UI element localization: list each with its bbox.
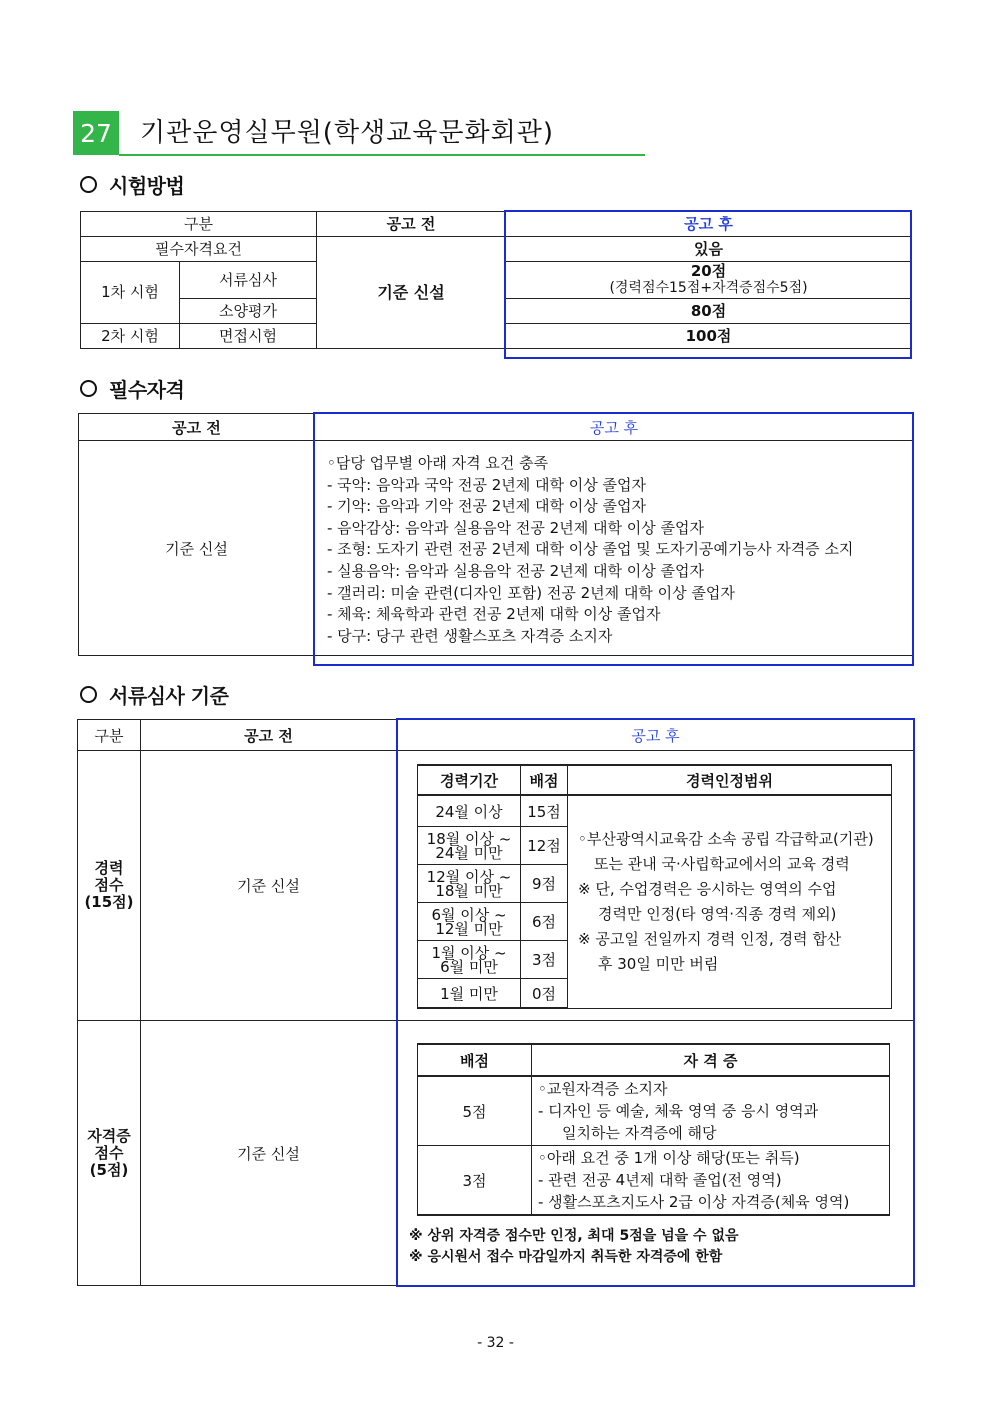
h-score: 배점 [521,765,568,795]
row-second-exam: 2차 시험 [81,324,180,349]
circle-bullet-icon [80,380,97,397]
qualification-table [78,413,914,656]
section-number: 27 [73,111,119,155]
cert-inner-table [417,1043,890,1216]
cert-line: - 관련 전공 4년제 대학 졸업(전 영역) [538,1171,782,1189]
row-cultivation: 소양평가 [180,299,317,324]
qual-item: - 기악: 음악과 기악 전공 2년제 대학 이상 졸업자 [327,497,646,516]
period-line: 24월 미만 [435,843,503,862]
cert-score: 3점 [418,1146,532,1216]
period-line: 1월 이상 ~ [431,943,507,962]
cert-desc [532,1076,890,1146]
label-line: (15점) [84,893,134,911]
cert-desc [532,1146,890,1216]
after-interview: 100점 [506,324,912,349]
period-cell [418,827,521,865]
section-heading-text: 필수자격 [109,378,185,402]
period-line: 6월 미만 [440,957,498,976]
qual-item: - 실용음악: 음악과 실용음악 전공 2년제 대학 이상 졸업자 [327,561,704,580]
cert-score: 5점 [418,1076,532,1146]
header-before: 공고 전 [317,212,506,237]
career-after-cell [397,751,915,1021]
circle-bullet-icon [80,176,97,193]
qual-item: - 국악: 음악과 국악 전공 2년제 대학 이상 졸업자 [327,475,646,494]
note-line: ※ 상위 자격증 점수만 인정, 최대 5점을 넘을 수 없음 [409,1228,739,1244]
before-value: 기준 신설 [141,1021,397,1286]
header-category: 구분 [78,720,141,751]
label-line: (5점) [89,1160,129,1179]
period-cell [418,941,521,979]
after-doc [506,262,912,299]
row-required-qual: 필수자격요건 [81,237,317,262]
qual-item: - 체육: 체육학과 관련 전공 2년제 대학 이상 졸업자 [327,605,661,624]
career-score-label [78,751,141,1021]
label-line: 점수 [94,1143,124,1162]
section-heading-doc [80,680,228,709]
score-cell: 12점 [521,827,568,865]
period-line: 18월 미만 [435,881,503,900]
header-before: 공고 전 [79,414,315,441]
score-cell: 6점 [521,903,568,941]
h-range: 경력인정범위 [568,765,892,795]
qual-item: - 음악감상: 음악과 실용음악 전공 2년제 대학 이상 졸업자 [327,518,704,537]
cert-score-label [78,1021,141,1286]
range-line: 또는 관내 국·사립학교에서의 교육 경력 [594,854,850,873]
row-interview: 면접시험 [180,324,317,349]
header-category: 구분 [81,212,317,237]
header-after: 공고 후 [397,720,915,751]
section-heading-text: 시험방법 [109,174,185,198]
qual-item: - 당구: 당구 관련 생활스포츠 자격증 소지자 [327,626,613,645]
header-before: 공고 전 [141,720,397,751]
cert-notes [409,1226,896,1268]
h-period: 경력기간 [418,765,521,795]
header-after: 공고 후 [315,414,914,441]
row-doc-review: 서류심사 [180,262,317,299]
cert-line: 일치하는 자격증에 해당 [562,1124,717,1142]
cert-line: - 생활스포츠지도사 2급 이상 자격증(체육 영역) [538,1193,850,1211]
range-line: ◦부산광역시교육감 소속 공립 각급학교(기관) [578,829,874,848]
note-line: ※ 응시원서 접수 마감일까지 취득한 자격증에 한함 [409,1249,723,1265]
cert-after-cell [397,1021,915,1286]
after-required: 있음 [506,237,912,262]
section-heading-exam [80,170,184,199]
h-cert: 자 격 증 [532,1044,890,1076]
page-number: - 32 - [477,1335,514,1351]
range-line: ※ 공고일 전일까지 경력 인정, 경력 합산 [578,929,842,948]
score-cell: 3점 [521,941,568,979]
period-cell: 1월 미만 [418,979,521,1009]
exam-method-table [80,211,912,349]
title-underline [119,154,645,156]
qual-item: - 갤러리: 미술 관련(디자인 포함) 전공 2년제 대학 이상 졸업자 [327,583,735,602]
period-line: 12월 이상 ~ [426,867,512,886]
header-after: 공고 후 [506,212,912,237]
circle-bullet-icon [80,686,97,703]
period-line: 12월 미만 [435,919,503,938]
section-heading-text: 서류심사 기준 [109,684,229,708]
doc-review-table [77,719,915,1286]
period-cell: 24월 이상 [418,795,521,827]
qual-item: - 조형: 도자기 관련 전공 2년제 대학 이상 졸업 및 도자기공예기능사 자격증 소지 [327,540,854,559]
period-line: 18월 이상 ~ [426,829,512,848]
before-value: 기준 신설 [79,441,315,656]
range-line: 후 30일 미만 버림 [598,954,719,973]
range-line: 경력만 인정(타 영역·직종 경력 제외) [598,904,837,923]
cert-line: ◦아래 요건 중 1개 이상 해당(또는 취득) [538,1149,800,1167]
qual-item: ◦담당 업무별 아래 자격 요건 충족 [327,454,549,472]
cert-line: - 디자인 등 예술, 체육 영역 중 응시 영역과 [538,1102,819,1120]
after-cultivation: 80점 [506,299,912,324]
section-heading-qual [80,374,184,403]
period-cell [418,865,521,903]
career-range-text [568,795,892,1008]
page-title: 기관운영실무원(학생교육문화회관) [140,118,555,148]
score-cell: 9점 [521,865,568,903]
score-cell: 15점 [521,795,568,827]
row-first-exam: 1차 시험 [81,262,180,324]
qual-list [315,441,914,656]
label-line: 점수 [94,876,124,894]
label-line: 경력 [94,859,124,877]
range-line: ※ 단, 수업경력은 응시하는 영역의 수업 [578,879,837,898]
after-doc-score: 20점 [690,262,727,280]
h-score: 배점 [418,1044,532,1076]
score-cell: 0점 [521,979,568,1009]
after-doc-detail: (경력점수15점+자격증점수5점) [609,280,808,296]
cert-line: ◦교원자격증 소지자 [538,1080,668,1098]
period-line: 6월 이상 ~ [431,905,507,924]
label-line: 자격증 [87,1126,131,1145]
period-cell [418,903,521,941]
before-value: 기준 신설 [317,237,506,349]
career-inner-table [417,764,892,1009]
before-value: 기준 신설 [141,751,397,1021]
